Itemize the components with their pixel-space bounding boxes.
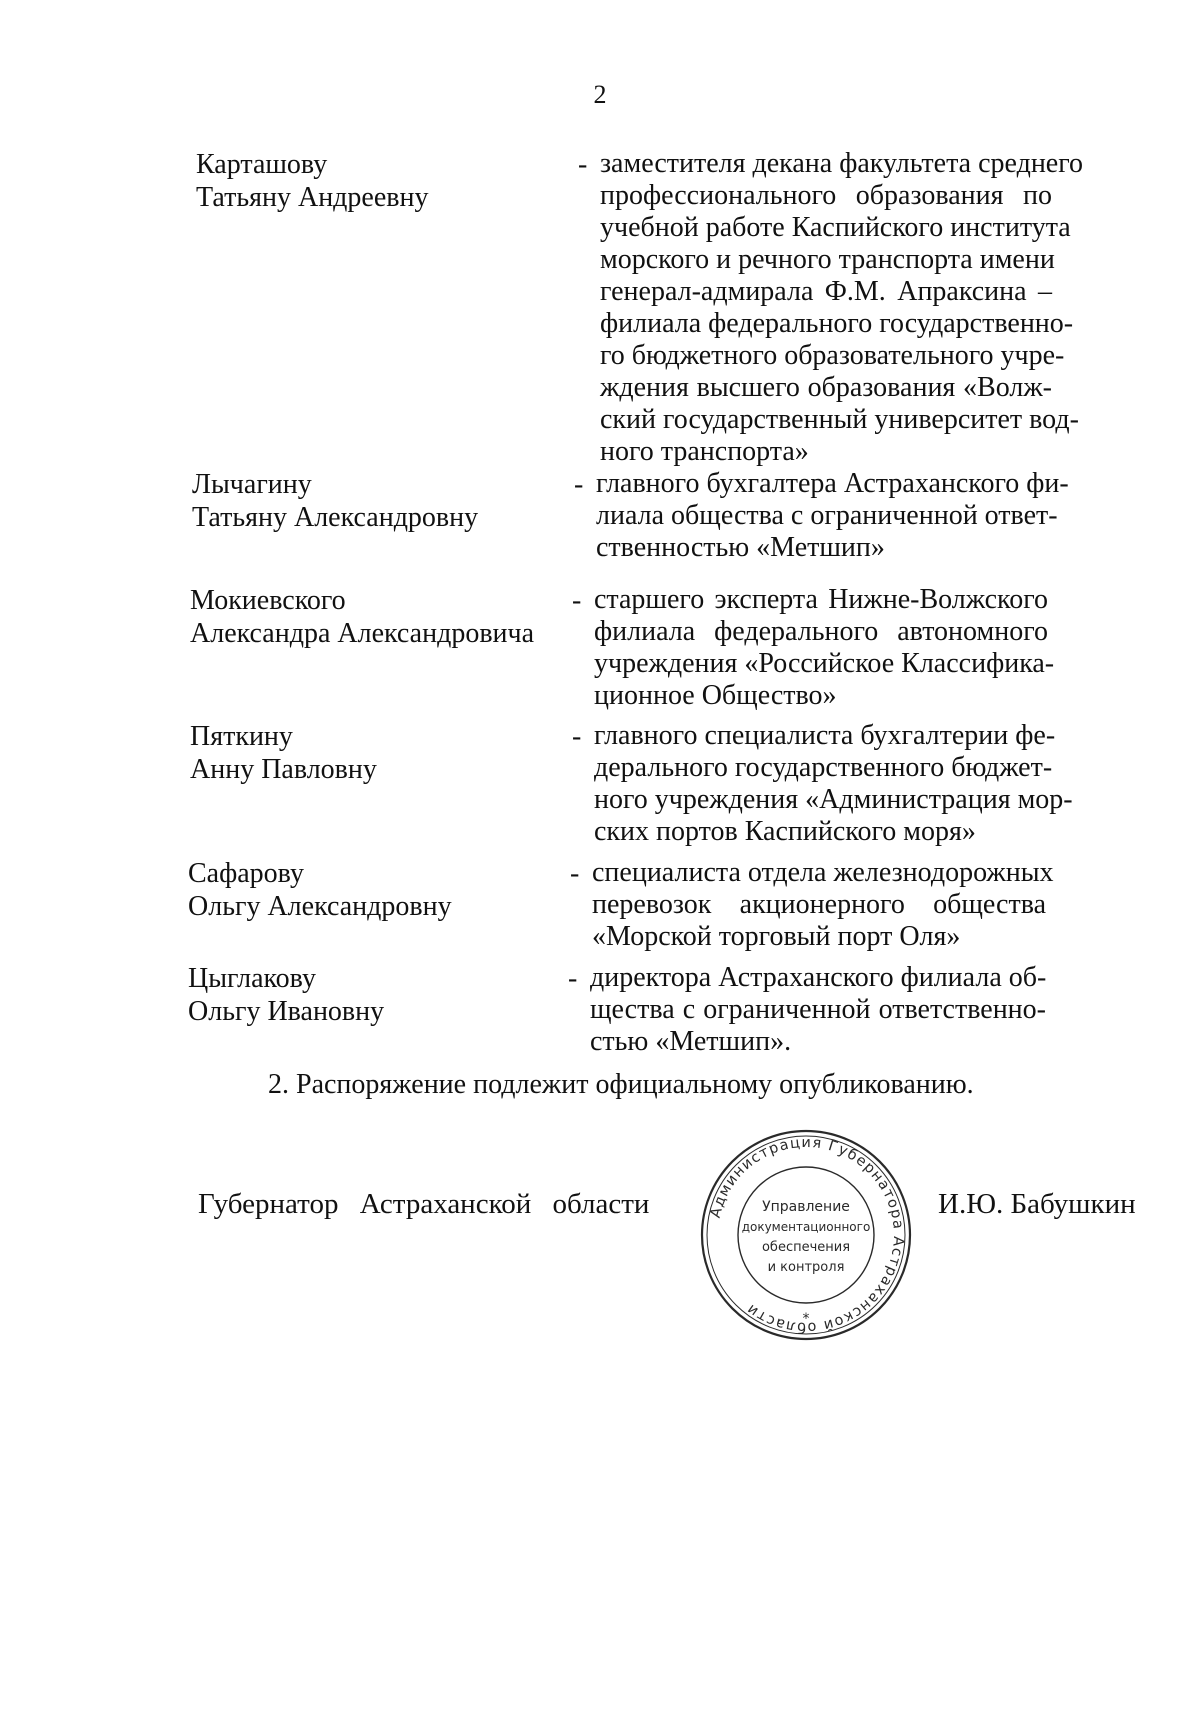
seal-star-icon: * <box>802 1311 810 1327</box>
appointee-given-names: Александра Александровича <box>190 618 535 649</box>
appointee-given-names: Татьяну Андреевну <box>196 182 429 213</box>
position-line: морского и речного транспорта имени <box>600 244 1055 275</box>
appointee-name <box>192 468 592 534</box>
position-line: перевозок акционерного общества <box>592 889 1046 920</box>
seal-center-line: документационного <box>741 1220 871 1234</box>
entry-dash: - <box>572 721 582 752</box>
page-number: 2 <box>593 80 607 109</box>
position-line: старшего эксперта Нижне-Волжского <box>594 584 1048 615</box>
appointee-position <box>592 857 1054 953</box>
official-seal <box>698 1127 914 1343</box>
position-line: го бюджетного образовательного учре- <box>600 340 1065 371</box>
position-line: стью «Метшип». <box>590 1026 792 1057</box>
position-line: учреждения «Российское Классифика- <box>594 648 1055 679</box>
appointee-name <box>190 720 590 786</box>
position-line: профессионального образования по <box>600 180 1052 211</box>
appointee-given-names: Ольгу Ивановну <box>188 996 385 1027</box>
signatory-name: И.Ю. Бабушкин <box>938 1188 1136 1220</box>
position-line: ских портов Каспийского моря» <box>594 816 976 847</box>
position-line: «Морской торговый порт Оля» <box>592 921 961 952</box>
position-line: ждения высшего образования «Волж- <box>600 372 1052 403</box>
seal-center-line: Управление <box>762 1199 850 1215</box>
signatory-position: Губернатор Астраханской области <box>198 1188 650 1220</box>
appointee-name <box>188 857 588 923</box>
seal-center-line: и контроля <box>767 1260 845 1275</box>
entry-dash: - <box>570 858 580 889</box>
appointee-surname: Мокиевского <box>190 585 346 616</box>
position-line: филиала федерального государственно- <box>600 308 1074 339</box>
position-line: дерального государственного бюджет- <box>594 752 1053 783</box>
position-line: ционное Общество» <box>594 680 837 711</box>
position-line: специалиста отдела железнодорожных <box>592 857 1054 888</box>
publication-clause: 2. Распоряжение подлежит официальному опубликованию. <box>268 1069 974 1100</box>
position-line: лиала общества с ограниченной ответ- <box>596 500 1058 531</box>
appointee-given-names: Ольгу Александровну <box>188 891 452 922</box>
position-line: генерал-адмирала Ф.М. Апраксина – <box>600 276 1052 307</box>
seal-center-line: обеспечения <box>761 1240 851 1255</box>
position-line: главного бухгалтера Астраханского фи- <box>596 468 1069 499</box>
appointee-surname: Сафарову <box>188 858 304 889</box>
appointee-surname: Цыглакову <box>188 963 316 994</box>
appointee-position <box>594 720 1073 848</box>
appointee-name <box>196 148 596 214</box>
appointee-name <box>190 584 590 650</box>
appointee-name <box>188 962 588 1028</box>
position-line: директора Астраханского филиала об- <box>590 962 1047 993</box>
position-line: главного специалиста бухгалтерии фе- <box>594 720 1056 751</box>
appointee-surname: Карташову <box>196 149 328 180</box>
appointee-position <box>594 584 1055 712</box>
seal-ring-text: Администрация Губернатора Астраханской области <box>707 1134 907 1336</box>
entry-dash: - <box>574 469 584 500</box>
entry-dash: - <box>568 963 578 994</box>
appointee-surname: Лычагину <box>192 469 312 500</box>
position-line: филиала федерального автономного <box>594 616 1048 647</box>
entry-dash: - <box>572 585 582 616</box>
appointee-position <box>590 962 1046 1058</box>
entry-dash: - <box>578 149 588 180</box>
position-line: ский государственный университет вод- <box>600 404 1079 435</box>
appointee-position <box>596 468 1069 564</box>
appointee-given-names: Татьяну Александровну <box>192 502 479 533</box>
position-line: учебной работе Каспийского института <box>600 212 1071 243</box>
position-line: ственностью «Метшип» <box>596 532 885 563</box>
position-line: ного транспорта» <box>600 436 809 467</box>
position-line: заместителя декана факультета среднего <box>600 148 1084 179</box>
appointee-given-names: Анну Павловну <box>190 754 377 785</box>
appointee-position <box>600 148 1084 468</box>
position-line: щества с ограниченной ответственно- <box>590 994 1046 1025</box>
appointee-surname: Пяткину <box>190 721 293 752</box>
position-line: ного учреждения «Администрация мор- <box>594 784 1073 815</box>
